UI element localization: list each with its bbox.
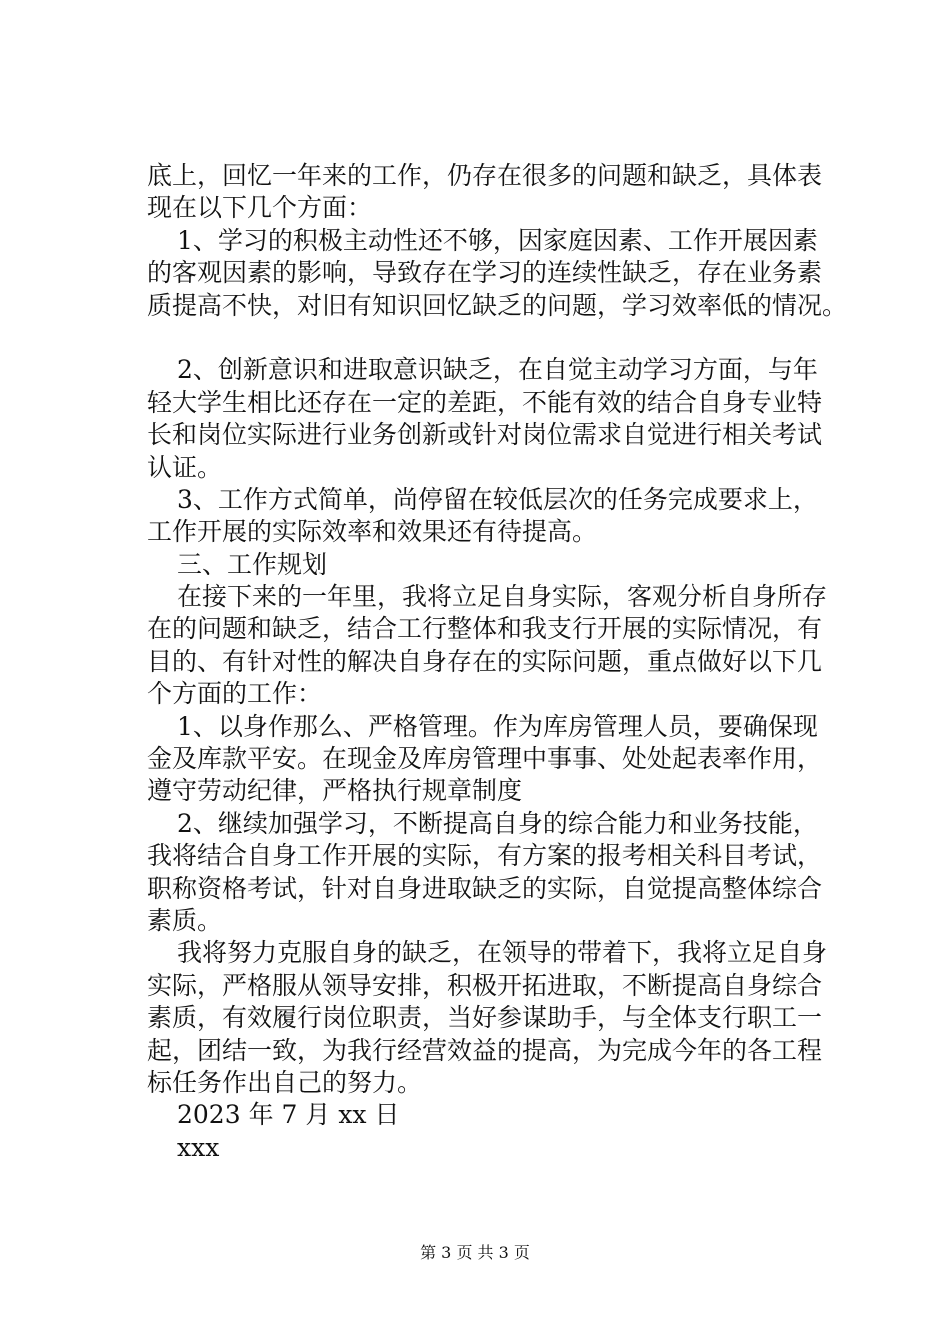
page-number-footer: 第 3 页 共 3 页 [420,1243,530,1262]
text-line: 3、工作方式简单，尚停留在较低层次的任务完成要求上， [177,484,818,514]
text-line: 质提高不快，对旧有知识回忆缺乏的问题，学习效率低的情况。 [147,290,848,320]
document-body [147,160,847,1164]
text-line: 1、以身作那么、严格管理。作为库房管理人员，要确保现 [177,711,818,741]
date-line: 2023 年 7 月 xx 日 [177,1100,400,1130]
text-line: 素质，有效履行岗位职责，当好参谋助手，与全体支行职工一 [147,1003,823,1033]
text-line: 1、学习的积极主动性还不够，因家庭因素、工作开展因素 [177,225,818,255]
text-line: 底上，回忆一年来的工作，仍存在很多的问题和缺乏，具体表 [147,161,823,190]
text-line: 轻大学生相比还存在一定的差距，不能有效的结合自身专业特 [147,387,823,417]
text-line: 在的问题和缺乏，结合工行整体和我支行开展的实际情况，有 [147,614,823,644]
blank-line [147,322,847,354]
signature-line: xxx [177,1132,220,1162]
text-line: 标任务作出自己的努力。 [147,1067,423,1097]
text-line: 的客观因素的影响，导致存在学习的连续性缺乏，存在业务素 [147,258,823,288]
text-line: 实际，严格服从领导安排，积极开拓进取，不断提高自身综合 [147,970,823,1000]
section-heading: 三、工作规划 [177,549,328,579]
text-line: 素质。 [147,905,223,935]
text-line: 认证。 [147,452,223,482]
text-line: 现在以下几个方面： [147,193,373,223]
text-line: 我将结合自身工作开展的实际，有方案的报考相关科目考试， [147,841,823,871]
text-line: 长和岗位实际进行业务创新或针对岗位需求自觉进行相关考试 [147,420,823,450]
text-line: 在接下来的一年里，我将立足自身实际，客观分析自身所存 [177,582,828,612]
text-line: 2、继续加强学习，不断提高自身的综合能力和业务技能， [177,808,818,838]
text-line: 个方面的工作： [147,679,323,709]
text-line: 金及库款平安。在现金及库房管理中事事、处处起表率作用， [147,744,823,774]
text-line: 我将努力克服自身的缺乏，在领导的带着下，我将立足自身 [177,938,828,968]
text-line: 目的、有针对性的解决自身存在的实际问题，重点做好以下几 [147,646,823,676]
text-line: 2、创新意识和进取意识缺乏，在自觉主动学习方面，与年 [177,355,818,385]
text-line: 遵守劳动纪律，严格执行规章制度 [147,776,523,806]
text-line: 工作开展的实际效率和效果还有待提高。 [147,517,598,547]
text-line: 起，团结一致，为我行经营效益的提高，为完成今年的各工程 [147,1035,823,1065]
text-line: 职称资格考试，针对自身进取缺乏的实际，自觉提高整体综合 [147,873,823,903]
